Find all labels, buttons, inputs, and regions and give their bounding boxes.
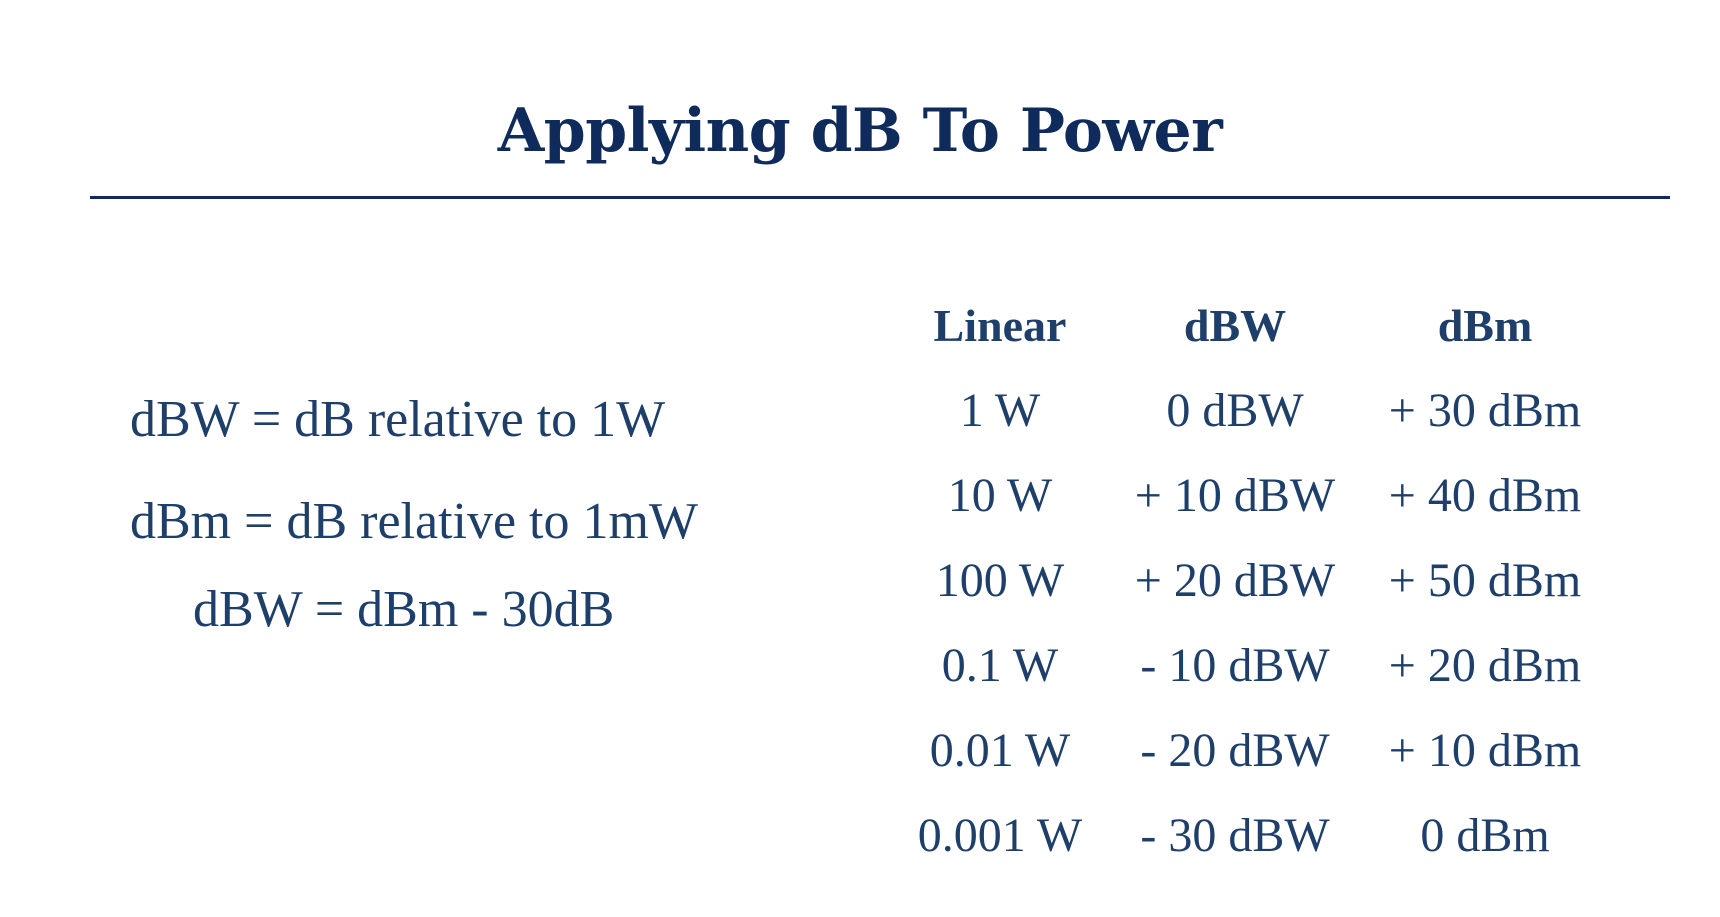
- table-row: [895, 453, 1605, 538]
- table-row: [895, 538, 1605, 623]
- cell-dbw: - 30 dBW: [1140, 809, 1330, 862]
- power-conversion-table: [895, 283, 1605, 878]
- definition-dbm: dBm = dB relative to 1mW: [130, 493, 699, 550]
- cell-dbm: + 30 dBm: [1388, 384, 1582, 437]
- cell-dbm: 0 dBm: [1420, 809, 1550, 862]
- cell-dbw: 0 dBW: [1166, 384, 1304, 437]
- table-row: [895, 623, 1605, 708]
- table-row: [895, 793, 1605, 878]
- header-dbw: dBW: [1183, 300, 1287, 351]
- title-divider: [90, 196, 1670, 199]
- table-row: [895, 708, 1605, 793]
- cell-dbm: + 40 dBm: [1388, 469, 1582, 522]
- cell-linear: 0.01 W: [929, 724, 1071, 777]
- cell-linear: 1 W: [959, 384, 1041, 437]
- slide-title: Applying dB To Power: [497, 96, 1223, 166]
- cell-dbm: + 50 dBm: [1388, 554, 1582, 607]
- cell-dbw: - 20 dBW: [1140, 724, 1330, 777]
- definition-conversion: dBW = dBm - 30dB: [193, 581, 615, 638]
- cell-linear: 0.001 W: [917, 809, 1083, 862]
- cell-dbw: - 10 dBW: [1140, 639, 1330, 692]
- cell-linear: 0.1 W: [941, 639, 1059, 692]
- cell-linear: 100 W: [935, 554, 1065, 607]
- cell-dbw: + 10 dBW: [1134, 469, 1336, 522]
- cell-dbw: + 20 dBW: [1134, 554, 1336, 607]
- table-row: [895, 368, 1605, 453]
- table-header-row: [895, 283, 1605, 368]
- header-dbm: dBm: [1437, 300, 1533, 351]
- definition-dbw: dBW = dB relative to 1W: [130, 391, 666, 448]
- header-linear: Linear: [933, 300, 1067, 351]
- cell-linear: 10 W: [947, 469, 1053, 522]
- cell-dbm: + 10 dBm: [1388, 724, 1582, 777]
- cell-dbm: + 20 dBm: [1388, 639, 1582, 692]
